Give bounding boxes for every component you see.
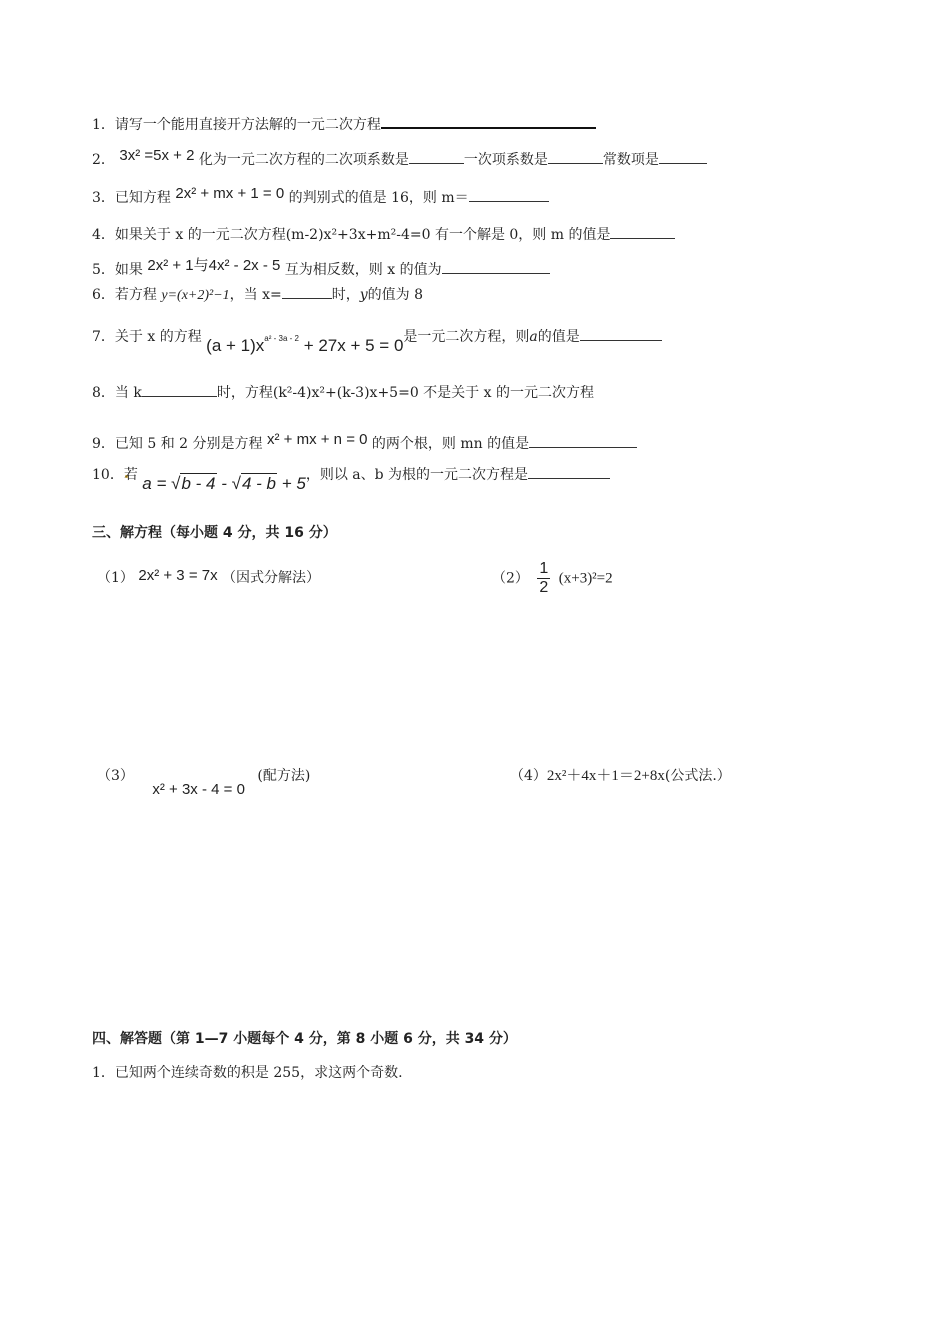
question-text: 时， bbox=[331, 287, 360, 303]
equation bbox=[206, 336, 403, 355]
section-4-question-1: 1．已知两个连续奇数的积是 255，求这两个奇数. bbox=[92, 1065, 403, 1081]
radicand: b - 4 bbox=[181, 474, 216, 493]
answer-blank[interactable] bbox=[142, 383, 217, 397]
question-number: 7． bbox=[92, 329, 115, 345]
question-text: 若 bbox=[123, 467, 138, 483]
answer-blank[interactable] bbox=[610, 225, 675, 239]
question-4 bbox=[92, 225, 675, 245]
answer-blank[interactable] bbox=[529, 434, 637, 448]
question-text: 互为相反数，则 x 的值为 bbox=[284, 262, 442, 278]
equation-rest: + 27x + 5 = 0 bbox=[298, 336, 404, 355]
question-text: 若方程 bbox=[114, 287, 157, 303]
variable: a bbox=[529, 329, 538, 345]
equation: 2x² + 1与4x² - 2x - 5 bbox=[147, 257, 281, 274]
answer-blank[interactable] bbox=[659, 150, 707, 164]
answer-blank[interactable] bbox=[580, 327, 662, 341]
question-number: 4． bbox=[92, 227, 115, 243]
question-text: 的值为 8 bbox=[367, 287, 424, 303]
radicand: 4 - b bbox=[241, 474, 276, 493]
question-6 bbox=[92, 285, 423, 306]
question-2 bbox=[92, 147, 707, 170]
answer-blank[interactable] bbox=[469, 188, 549, 202]
question-text: 请写一个能用直接开方法解的一元二次方程 bbox=[114, 117, 381, 133]
question-5 bbox=[92, 257, 550, 280]
problem-label: （3） bbox=[97, 768, 134, 784]
problem-3 bbox=[97, 766, 311, 798]
problem-2 bbox=[492, 560, 613, 597]
fraction bbox=[537, 560, 550, 597]
question-number: 10． bbox=[92, 467, 124, 483]
question-text: 的判别式的值是 16，则 m＝ bbox=[288, 190, 469, 206]
question-number: 8． bbox=[92, 385, 115, 401]
question-number: 6． bbox=[92, 287, 115, 303]
question-1 bbox=[92, 114, 596, 135]
equation: (x+3)²=2 bbox=[558, 570, 613, 587]
question-text: 关于 x 的方程 bbox=[114, 329, 202, 345]
answer-blank[interactable] bbox=[528, 465, 610, 479]
answer-blank[interactable] bbox=[282, 285, 332, 299]
equation: 2x²＋4x＋1＝2+8x bbox=[546, 768, 665, 784]
question-text: 时，方程(k²-4)x²+(k-3)x+5=0 不是关于 x 的一元二次方程 bbox=[216, 385, 594, 401]
equation-end: + 5 bbox=[276, 474, 306, 493]
section-3-title: 三、解方程（每小题 4 分，共 16 分） bbox=[92, 525, 337, 541]
question-text: 是一元二次方程，则 bbox=[403, 329, 530, 345]
question-number: 5． bbox=[92, 262, 115, 278]
question-text: 已知方程 bbox=[114, 190, 171, 206]
question-7 bbox=[92, 326, 662, 355]
fraction-denominator: 2 bbox=[539, 579, 549, 596]
equation: y=(x+2)²−1 bbox=[161, 288, 230, 303]
equation-lhs: a = bbox=[142, 474, 172, 493]
equation: x² + 3x - 4 = 0 bbox=[152, 781, 245, 798]
method: (公式法.） bbox=[664, 768, 731, 784]
problem-label: （1） bbox=[97, 570, 134, 586]
answer-blank[interactable] bbox=[548, 150, 603, 164]
section-4-title: 四、解答题（第 1—7 小题每个 4 分，第 8 小题 6 分，共 34 分） bbox=[92, 1031, 517, 1047]
fraction-numerator: 1 bbox=[539, 560, 549, 577]
problem-1 bbox=[97, 568, 320, 588]
question-text: 已知 5 和 2 分别是方程 bbox=[114, 436, 263, 452]
question-8 bbox=[92, 383, 594, 403]
question-number: 2． bbox=[92, 152, 115, 168]
question-text: 当 k bbox=[114, 385, 142, 401]
equation: 3x² =5x + 2 bbox=[119, 147, 195, 164]
variable: y bbox=[359, 287, 368, 303]
question-text: 化为一元二次方程的二次项系数是 bbox=[198, 152, 409, 168]
question-text: 如果 bbox=[114, 262, 143, 278]
answer-blank[interactable] bbox=[409, 150, 464, 164]
question-text: 的值是 bbox=[537, 329, 580, 345]
equation: 2x² + 3 = 7x bbox=[138, 567, 218, 584]
equation-op: - bbox=[216, 474, 232, 493]
equation: 2x² + mx + 1 = 0 bbox=[175, 185, 285, 202]
question-9 bbox=[92, 431, 637, 454]
question-text: 的两个根，则 mn 的值是 bbox=[371, 436, 530, 452]
question-number: 9． bbox=[92, 436, 115, 452]
question-number: 1． bbox=[92, 117, 115, 133]
problem-label: （4） bbox=[510, 768, 547, 784]
equation: x² + mx + n = 0 bbox=[267, 431, 368, 448]
method: (配方法) bbox=[257, 768, 311, 784]
question-text: ，则以 a、b 为根的一元二次方程是 bbox=[305, 467, 529, 483]
method: （因式分解法） bbox=[222, 570, 321, 586]
question-10 bbox=[92, 463, 610, 493]
equation-exponent: a² - 3a - 2 bbox=[264, 334, 299, 343]
equation-base: (a + 1)x bbox=[206, 336, 265, 355]
equation: a = √b - 4 - √4 - b + 5 bbox=[142, 474, 306, 493]
problem-label: （2） bbox=[492, 570, 529, 587]
answer-blank[interactable] bbox=[381, 114, 596, 129]
question-text: 如果关于 x 的一元二次方程(m-2)x²+3x+m²-4=0 有一个解是 0，则 m 的值是 bbox=[114, 227, 611, 243]
question-text: ，当 x= bbox=[229, 287, 282, 303]
answer-blank[interactable] bbox=[442, 260, 550, 274]
question-text: 常数项是 bbox=[602, 152, 659, 168]
question-3 bbox=[92, 185, 549, 208]
problem-4 bbox=[510, 766, 731, 786]
question-number: 3． bbox=[92, 190, 115, 206]
question-text: 一次项系数是 bbox=[463, 152, 548, 168]
